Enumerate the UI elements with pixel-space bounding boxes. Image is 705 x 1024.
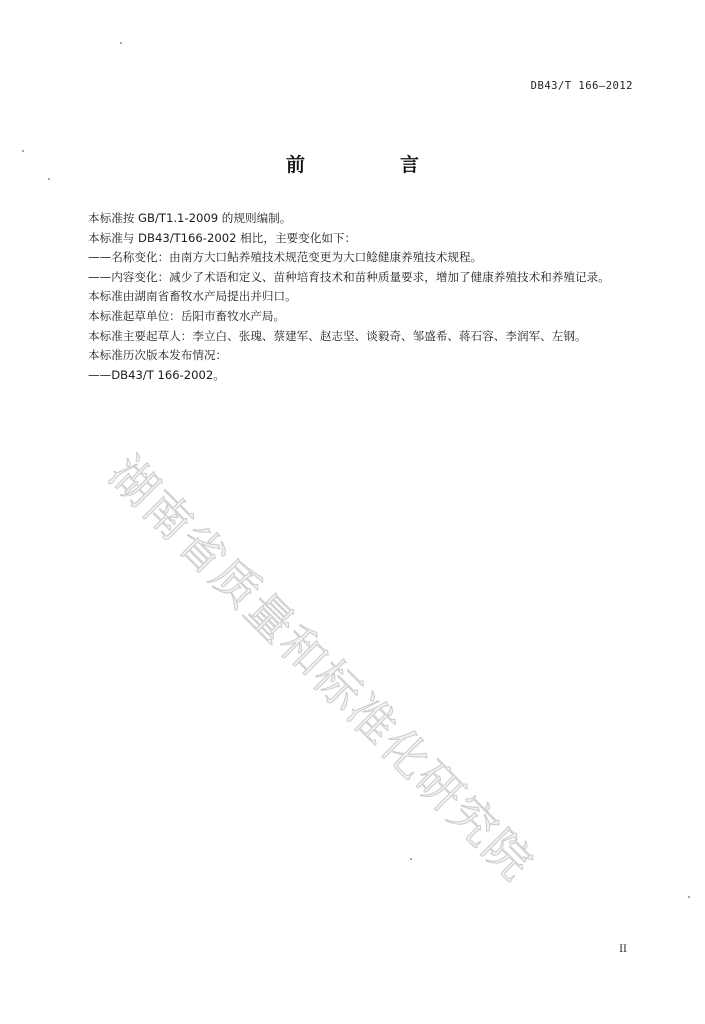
paragraph-drafting-rules: 本标准按 GB/T1.1-2009 的规则编制。: [88, 211, 292, 225]
page-title: 前 言: [285, 154, 457, 176]
scan-speck: [688, 896, 690, 898]
scan-speck: [120, 42, 122, 44]
foreword-body: [64, 209, 640, 385]
scan-speck: [48, 178, 50, 180]
scan-speck: [410, 858, 412, 860]
paragraph-content-change: ——内容变化：减少了术语和定义、苗种培育技术和苗种质量要求，增加了健康养殖技术和养殖记录。: [88, 269, 610, 284]
paragraph-name-change: ——名称变化：由南方大口鲇养殖技术规范变更为大口鲶健康养殖技术规程。: [88, 250, 483, 265]
paragraph-previous-version: ——DB43/T 166-2002。: [88, 367, 225, 382]
paragraph-comparison: 本标准与 DB43/T166-2002 相比，主要变化如下：: [88, 230, 357, 245]
paragraph-proposer: 本标准由湖南省畜牧水产局提出并归口。: [88, 289, 297, 304]
paragraph-version-history: 本标准历次版本发布情况：: [88, 348, 228, 363]
watermark: 湖南省质量和标准化研究院: [98, 446, 545, 892]
standard-code: DB43/T 166—2012: [530, 80, 633, 92]
scan-speck: [22, 150, 24, 152]
paragraph-drafting-unit: 本标准起草单位：岳阳市畜牧水产局。: [88, 308, 286, 323]
page-number: II: [619, 944, 627, 955]
paragraph-drafters: 本标准主要起草人：李立白、张瑰、蔡建军、赵志坚、谈毅奇、邹盛希、蒋石容、李润军、左钢。: [88, 328, 587, 343]
